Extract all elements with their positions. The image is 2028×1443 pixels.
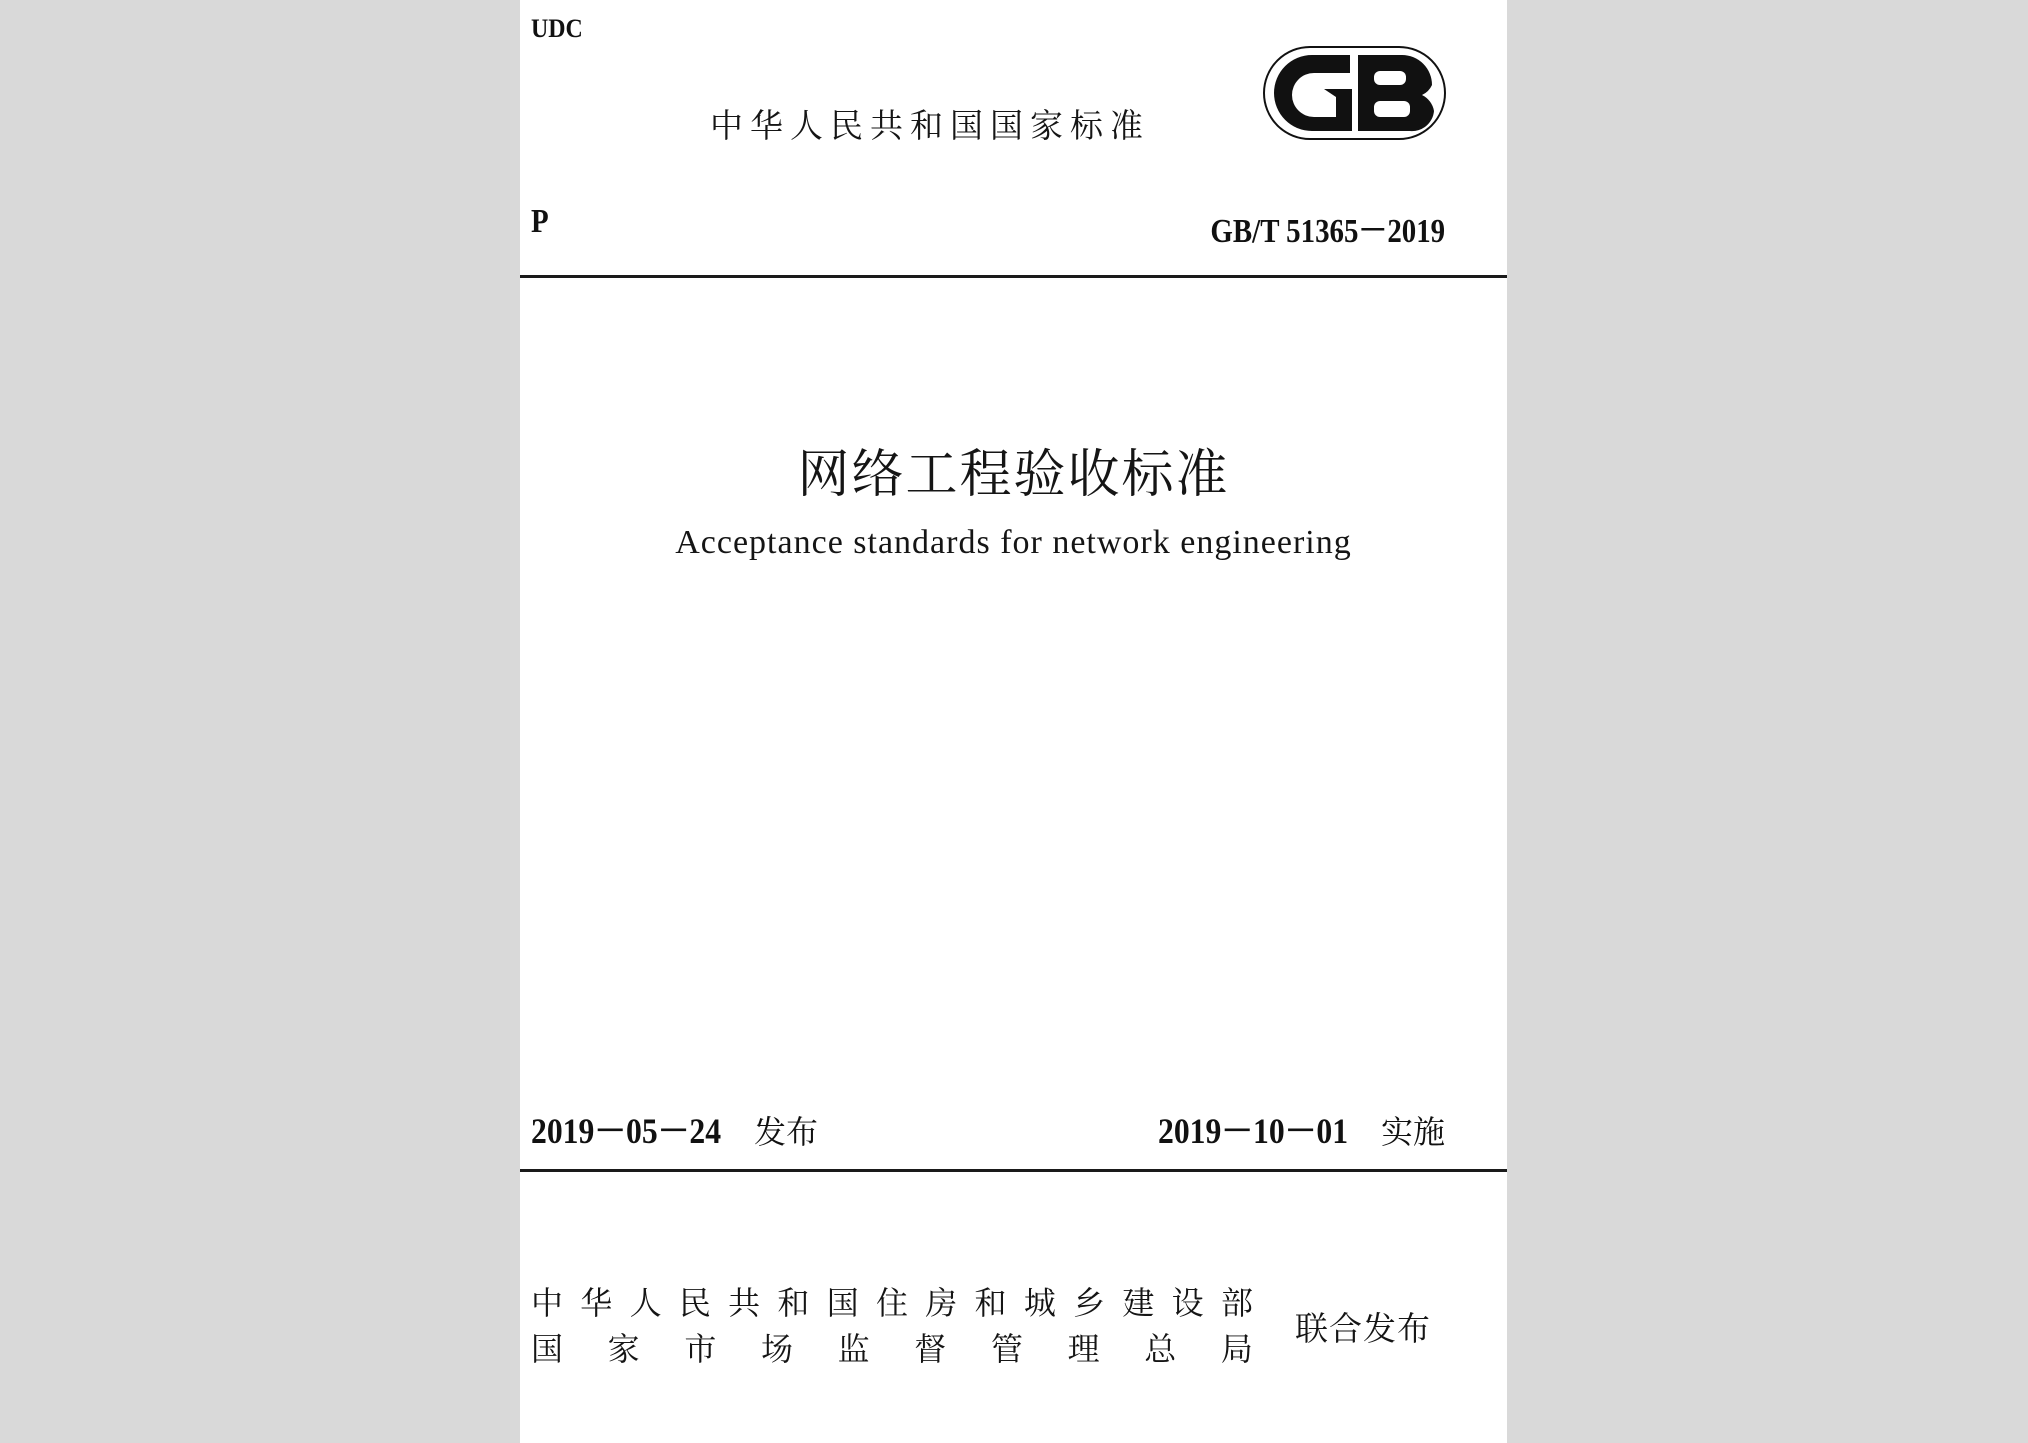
agency-char: 管 (990, 1330, 1023, 1368)
standard-cover-page (520, 0, 1507, 1443)
agency-char: 国 (531, 1330, 564, 1368)
agency-char: 市 (684, 1330, 717, 1368)
national-standard-heading: 中华人民共和国国家标准 (710, 106, 1150, 145)
joint-publication-label: 联合发布 (1295, 1309, 1431, 1348)
udc-label: UDC (531, 14, 583, 43)
classification-code: P (531, 203, 549, 240)
agency-char: 城 (1023, 1284, 1056, 1322)
agency-char: 和 (974, 1284, 1007, 1322)
agency-line-2 (531, 1326, 1253, 1372)
issue-date-value: 2019－05－24 (531, 1111, 722, 1151)
agency-char: 民 (678, 1284, 711, 1322)
agency-char: 部 (1220, 1284, 1253, 1322)
agency-char: 人 (629, 1284, 662, 1322)
issue-date (531, 1103, 818, 1154)
agency-char: 理 (1067, 1330, 1100, 1368)
agency-char: 乡 (1073, 1284, 1106, 1322)
agency-char: 督 (914, 1330, 947, 1368)
title-chinese: 网络工程验收标准 (797, 445, 1230, 505)
agency-char: 国 (826, 1284, 859, 1322)
agency-char: 住 (875, 1284, 908, 1322)
agency-char: 房 (925, 1284, 958, 1322)
agency-char: 和 (777, 1284, 810, 1322)
title-english: Acceptance standards for network engineering (675, 524, 1352, 561)
agency-char: 中 (531, 1284, 564, 1322)
agency-char: 监 (837, 1330, 870, 1368)
standard-number: GB/T 51365－2019 (1210, 213, 1445, 250)
agency-char: 设 (1171, 1284, 1204, 1322)
publishing-agencies (531, 1280, 1253, 1372)
agency-char: 场 (760, 1330, 793, 1368)
agency-char: 局 (1220, 1330, 1253, 1368)
agency-line-1 (531, 1280, 1253, 1326)
agency-char: 共 (728, 1284, 761, 1322)
agency-char: 家 (607, 1330, 640, 1368)
implementation-date-value: 2019－10－01 (1157, 1111, 1349, 1151)
implementation-date (1158, 1103, 1445, 1154)
agency-char: 建 (1122, 1284, 1155, 1322)
agency-char: 华 (580, 1284, 613, 1322)
bottom-divider (520, 1169, 1507, 1172)
agency-char: 总 (1144, 1330, 1177, 1368)
implementation-date-label: 实施 (1380, 1113, 1445, 1151)
top-divider (520, 275, 1507, 278)
gb-logo-icon (1262, 45, 1447, 141)
issue-date-label: 发布 (754, 1113, 819, 1151)
